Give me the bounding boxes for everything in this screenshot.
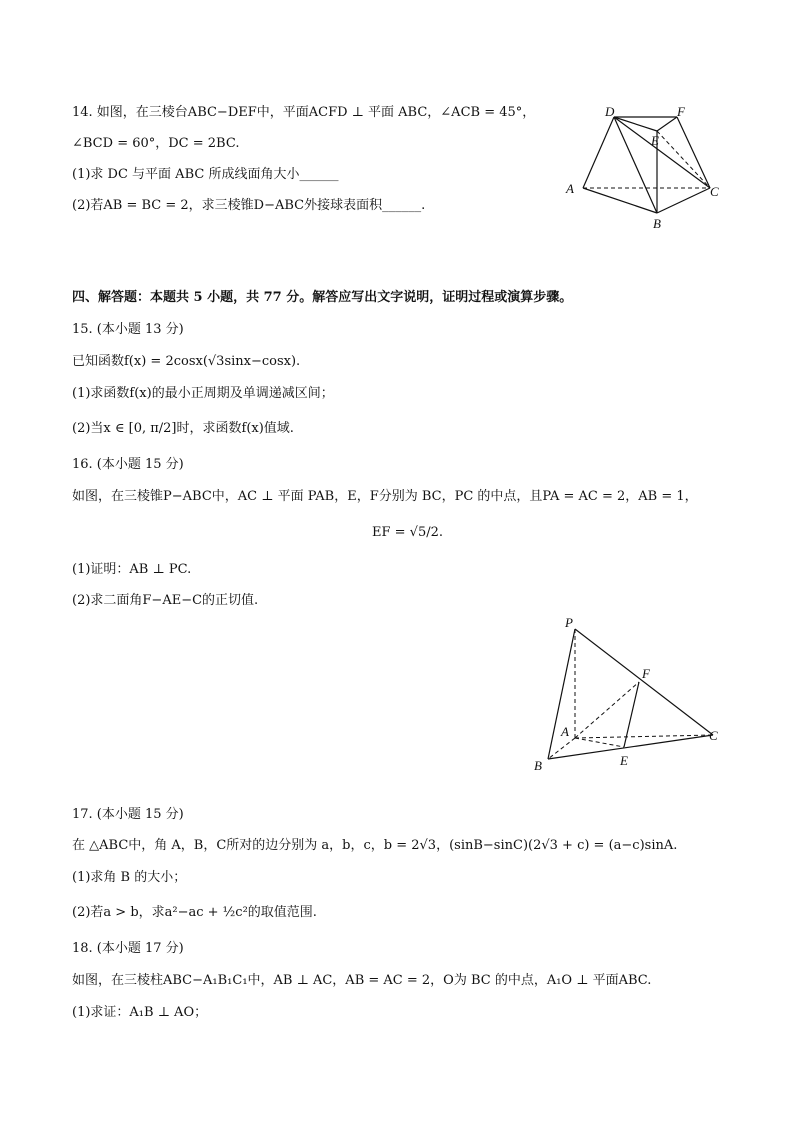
label-E: E [651,133,659,148]
label-F: F [642,666,650,681]
edge-PC [575,629,713,735]
q15-line1: 已知函数f(x) = 2cosx(√3sinx−cosx). [72,354,301,369]
q17-line1: 在 △ABC中，角 A，B，C所对的边分别为 a，b，c，b = 2√3，(sinB−sinC)(2√3 + c) = (a−c)sinA. [72,838,678,853]
label-A: A [561,724,569,739]
label-A: A [566,181,574,196]
q18-part1: (1)求证：A₁B ⊥ AO； [72,1005,208,1020]
q18-line1: 如图，在三棱柱ABC−A₁B₁C₁中，AB ⊥ AC，AB = AC = 2，O为 BC 的中点，A₁O ⊥ 平面ABC. [72,973,652,988]
edge-DA [583,117,614,188]
edge-FC [677,117,710,188]
q14-line2: ∠BCD = 60°，DC = 2BC. [72,136,240,151]
q16-header: 16. (本小题 15 分) [72,457,184,472]
q17-part1: (1)求角 B 的大小； [72,870,187,885]
label-C: C [709,728,718,743]
label-E: E [620,753,628,768]
edge-AE-hidden [575,738,624,747]
label-F: F [677,104,685,119]
q16-part2: (2)求二面角F−AE−C的正切值. [72,593,259,608]
label-B: B [653,216,661,231]
q15-part1: (1)求函数f(x)的最小正周期及单调递减区间； [72,386,334,401]
edge-BC [657,188,710,213]
section-heading: 四、解答题：本题共 5 小题，共 77 分。解答应写出文字说明，证明过程或演算步骤。 [72,290,573,305]
q14-line1: 14. 如图，在三棱台ABC−DEF中，平面ACFD ⊥ 平面 ABC，∠ACB = 45°， [72,105,536,120]
q16-line2: EF = √5/2. [372,525,444,540]
label-D: D [605,104,615,119]
edge-AB [583,188,657,213]
q14-part2: (2)若AB = BC = 2，求三棱锥D−ABC外接球表面积______. [72,198,426,213]
pyramid-figure [525,612,725,777]
label-B: B [534,758,542,773]
edge-PB [548,629,575,759]
q15-header: 15. (本小题 13 分) [72,322,184,337]
edge-DE [614,117,657,131]
q17-header: 17. (本小题 15 分) [72,807,184,822]
frustum-figure [560,100,730,235]
edge-DB [614,117,657,213]
q15-part2: (2)当x ∈ [0, π/2]时，求函数f(x)值域. [72,421,294,436]
edge-AF-hidden [575,682,639,738]
label-P: P [565,615,573,630]
q16-part1: (1)证明：AB ⊥ PC. [72,562,192,577]
q17-part2: (2)若a > b，求a²−ac + ½c²的取值范围. [72,905,317,920]
q14-part1: (1)求 DC 与平面 ABC 所成线面角大小______ [72,167,339,182]
q16-line1: 如图，在三棱锥P−ABC中，AC ⊥ 平面 PAB，E，F分别为 BC，PC 的中点，且PA = AC = 2，AB = 1， [72,489,698,504]
edge-EC-hidden [657,131,710,188]
edge-BC [548,735,713,759]
q18-header: 18. (本小题 17 分) [72,941,184,956]
label-C: C [710,184,719,199]
edge-EF [657,117,677,131]
